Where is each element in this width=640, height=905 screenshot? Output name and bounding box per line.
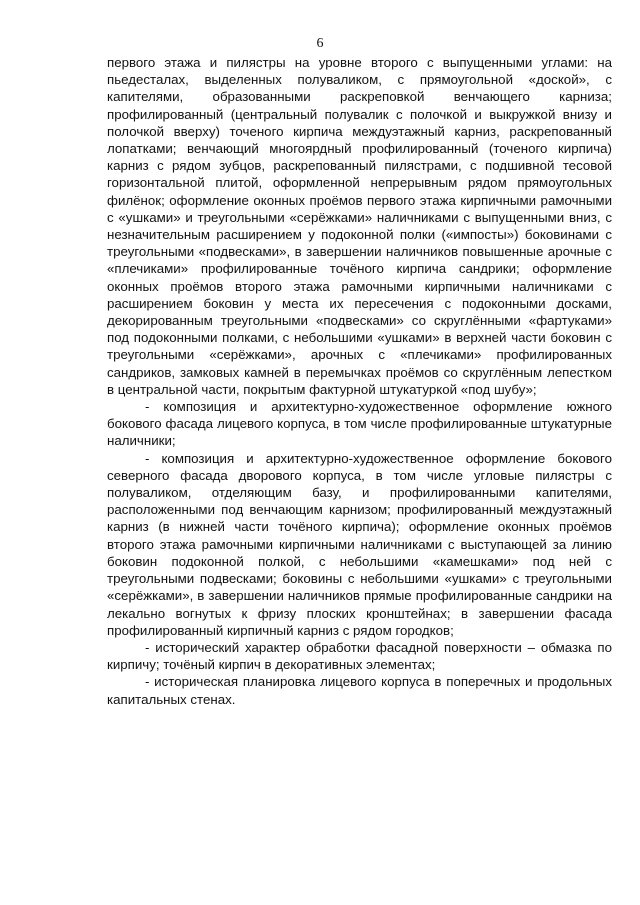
paragraph-planning: - историческая планировка лицевого корпуса в поперечных и продольных капитальных стенах. xyxy=(107,674,612,707)
paragraph-south-facade: - композиция и архитектурно-художественное оформление южного бокового фасада лицевого корпуса, в том числе профилированные штукатурные наличники; xyxy=(107,399,612,449)
page-number: 6 xyxy=(316,36,324,51)
paragraph-surface-treatment: - исторический характер обработки фасадной поверхности – обмазка по кирпичу; точёный кирпич в декоративных элементах; xyxy=(107,639,612,673)
paragraph-continuation: первого этажа и пилястры на уровне второго с выпущенными углами: на пьедесталах, выделенных полуваликом, с прямоугольной «доской», с капителями, образованными раскреповкой венчающего карниза; профилированный (центральный полувалик с полочкой и выкружкой внизу и полочкой вверху) точеного кирпича междуэтажный карниз, раскрепованный лопатками; венчающий многоярдный профилированный (точеного кирпича) карниз с рядом зубцов, раскрепованный пилястрами, с подшивной тесовой горизонтальной плитой, оформленной непрерывным рядом прямоугольных филёнок; оформление оконных проёмов первого этажа кирпичными рамочными с «ушками» и треугольными «серёжками» наличниками с выпущенными вниз, с незначительным расширением у подоконной полки («импосты») боковинами с треугольными «подвесками», в завершении наличников повышенные арочные с «плечиками» профилированные точёного кирпича сандрики; оформление оконных проёмов второго этажа рамочными кирпичными наличниками с расширением боковин у места их пересечения с подоконными досками, декорированным треугольными «подвесками» со скруглёнными «фартуками» под подоконными полками, с небольшими «ушками» в верхней части боковин с треугольными «серёжками», арочных с «плечиками» профилированных сандриков, замковых камней в перемычках проёмов со скруглённым лепестком в центральной части, покрытым фактурной штукатуркой «под шубу»; xyxy=(107,55,612,397)
paragraph-north-facade: - композиция и архитектурно-художественное оформление бокового северного фасада дворового корпуса, в том числе угловые пилястры с полуваликом, отделяющим базу, и профилированными капителями, расположенными под венчающим карнизом; профилированный междуэтажный карниз (в нижней части точёного кирпича); оформление оконных проёмов второго этажа рамочными кирпичными наличниками с выступающей за линию боковин подоконной полкой, с небольшими «камешками» под ней с треугольными подвесками; боковины с небольшими «ушками» с треугольными «серёжками», в завершении наличников прямые профилированные сандрики на лекально вогнутых к фризу плоских кронштейнах; в завершении фасада профилированный кирпичный карниз с рядом городков; xyxy=(107,450,612,638)
body-text xyxy=(107,54,612,708)
